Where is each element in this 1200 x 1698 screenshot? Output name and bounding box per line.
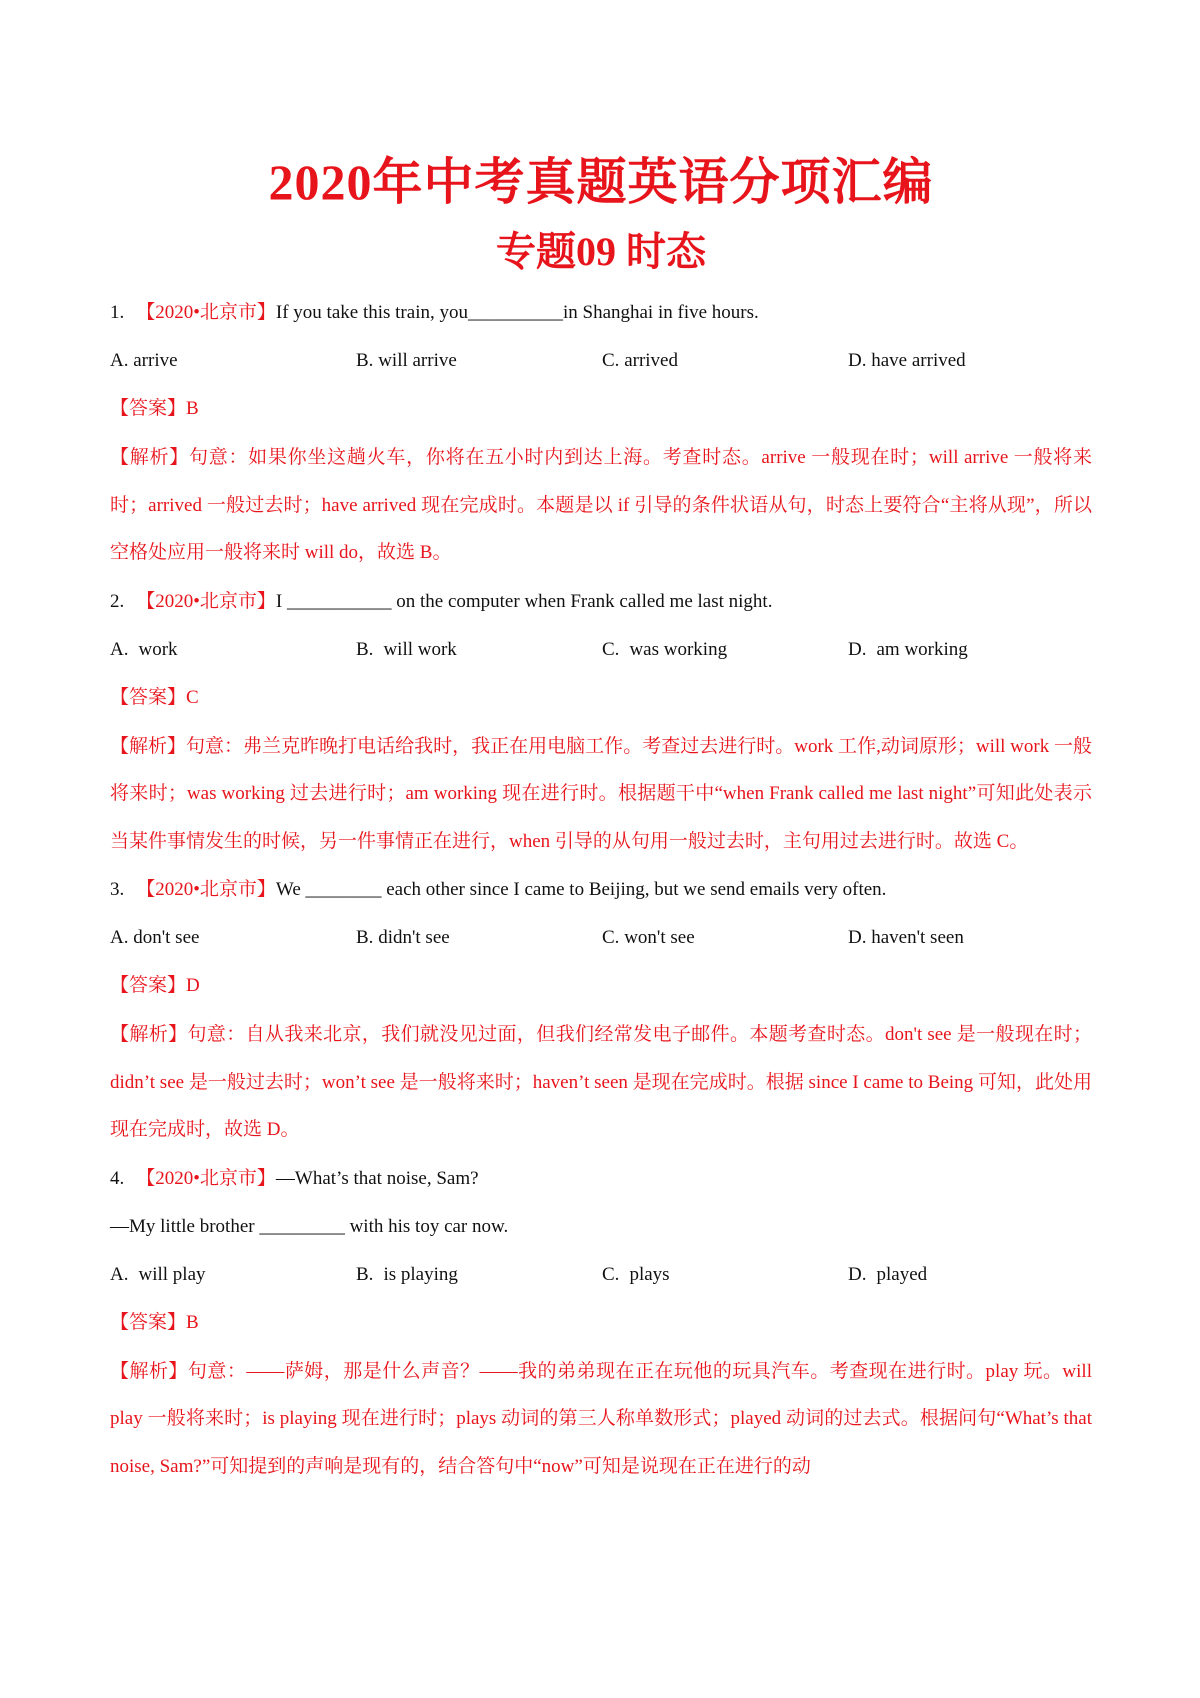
question-options (110, 346, 1092, 376)
question-1 (110, 298, 1092, 577)
option-d (848, 635, 1094, 665)
answer-line: 【答案】C (110, 686, 199, 708)
option-a (110, 635, 356, 665)
question-stem (110, 298, 1092, 328)
question-number: 3. (110, 879, 125, 900)
question-4 (110, 1164, 1092, 1491)
option-letter: A. (110, 350, 129, 371)
option-a (110, 923, 356, 953)
analysis-text: 【解析】句意：弗兰克昨晚打电话给我时，我正在用电脑工作。考查过去进行时。work 工作,动词原形；will work 一般将来时；was working 过去进行时；am working 现在进行时。根据题干中“when Frank called me last night”可知此处表示当某件事情发生的时候，另一件事情正在进行，when 引导的从句用一般过去时，主句用过去进行时。故选 C。 (110, 735, 1092, 852)
option-text: didn't see (378, 927, 450, 948)
question-text: —What’s that noise, Sam? (275, 1167, 479, 1189)
option-letter: C. (602, 927, 620, 948)
option-c (602, 923, 848, 953)
option-letter: C. (602, 638, 620, 660)
option-letter: B. (356, 1263, 374, 1285)
option-c (602, 1260, 848, 1290)
option-text: arrived (624, 350, 678, 371)
option-c (602, 635, 848, 665)
option-letter: B. (356, 638, 374, 660)
option-text: will arrive (378, 350, 457, 371)
option-d (848, 346, 1094, 376)
question-text: We ________ each other since I came to Beijing, but we send emails very often. (275, 879, 887, 900)
question-stem-line-2: —My little brother _________ with his toy car now. (110, 1215, 509, 1237)
analysis-text: 【解析】句意：自从我来北京，我们就没见过面，但我们经常发电子邮件。本题考查时态。don't see 是一般现在时；didn’t see 是一般过去时；won’t see 是一般将来时；haven’t seen 是现在完成时。根据 since I came to Being 可知，此处用现在完成时，故选 D。 (110, 1024, 1092, 1140)
option-letter: C. (602, 350, 620, 371)
question-options (110, 923, 1092, 953)
option-letter: C. (602, 1263, 620, 1285)
question-number: 1. (110, 302, 125, 323)
option-letter: A. (110, 927, 129, 948)
option-b (356, 923, 602, 953)
document-title: 2020年中考真题英语分项汇编 (268, 154, 934, 210)
option-text: haven't seen (871, 927, 964, 948)
option-text: played (876, 1263, 928, 1285)
option-b (356, 1260, 602, 1290)
option-text: won't see (624, 927, 695, 948)
question-stem (110, 587, 1092, 617)
option-b (356, 635, 602, 665)
option-letter: B. (356, 927, 374, 948)
option-a (110, 346, 356, 376)
question-2 (110, 587, 1092, 866)
option-d (848, 923, 1094, 953)
option-text: arrive (133, 350, 178, 371)
option-text: am working (876, 638, 968, 660)
option-letter: D. (848, 927, 867, 948)
analysis-text: 【解析】句意：——萨姆，那是什么声音？——我的弟弟现在正在玩他的玩具汽车。考查现在进行时。play 玩。will play 一般将来时；is playing 现在进行时；plays 动词的第三人称单数形式；played 动词的过去式。根据问句“What’s that noise, Sam?”可知提到的声响是现有的，结合答句中“now”可知是说现在正在进行的动 (110, 1360, 1092, 1477)
option-text: plays (629, 1263, 670, 1285)
question-options (110, 635, 1092, 665)
option-letter: D. (848, 350, 867, 371)
option-text: will work (383, 638, 457, 660)
document-subtitle: 专题09 时态 (496, 229, 706, 274)
question-stem (110, 875, 1092, 905)
option-letter: D. (848, 638, 867, 660)
option-letter: A. (110, 638, 129, 660)
question-stem (110, 1164, 1092, 1194)
analysis-text: 【解析】句意：如果你坐这趟火车，你将在五小时内到达上海。考查时态。arrive 一般现在时；will arrive 一般将来时；arrived 一般过去时；have arrived 现在完成时。本题是以 if 引导的条件状语从句，时态上要符合“主将从现”，所以空格处应用一般将来时 will do，故选 B。 (110, 447, 1092, 563)
question-source: 【2020•北京市】 (136, 302, 276, 323)
option-text: don't see (133, 927, 200, 948)
option-text: have arrived (871, 350, 966, 371)
question-source: 【2020•北京市】 (136, 590, 276, 612)
question-text: If you take this train, you__________in Shanghai in five hours. (275, 302, 759, 323)
question-source: 【2020•北京市】 (136, 879, 276, 900)
answer-line: 【答案】B (110, 398, 199, 419)
option-letter: D. (848, 1263, 867, 1285)
option-a (110, 1260, 356, 1290)
question-options (110, 1260, 1092, 1290)
option-letter: A. (110, 1263, 129, 1285)
question-number: 2. (110, 590, 125, 612)
answer-line: 【答案】B (110, 1311, 199, 1333)
option-text: work (138, 638, 178, 660)
question-source: 【2020•北京市】 (136, 1167, 276, 1189)
answer-line: 【答案】D (110, 975, 200, 996)
option-d (848, 1260, 1094, 1290)
question-3 (110, 875, 1092, 1154)
option-c (602, 346, 848, 376)
question-text: I ___________ on the computer when Frank called me last night. (275, 590, 773, 612)
question-number: 4. (110, 1167, 125, 1189)
option-letter: B. (356, 350, 374, 371)
option-text: will play (138, 1263, 206, 1285)
option-b (356, 346, 602, 376)
option-text: was working (629, 638, 728, 660)
option-text: is playing (383, 1263, 458, 1285)
